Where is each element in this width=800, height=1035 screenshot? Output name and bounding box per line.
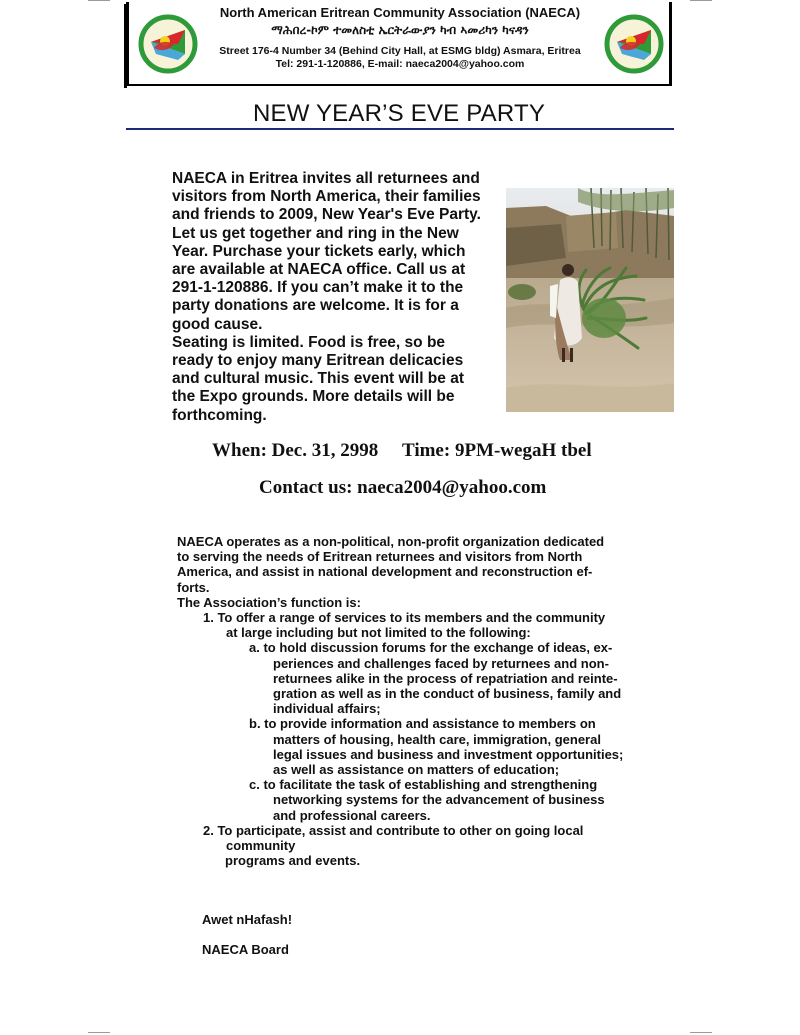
- intro-line: forthcoming.: [172, 406, 267, 424]
- intro-line: NAECA in Eritrea invites all returnees and: [172, 170, 480, 187]
- org-contact: Tel: 291-1-120886, E-mail: naeca2004@yahoo.com: [275, 58, 525, 70]
- about-line: NAECA operates as a non-political, non-profit organization dedicated: [177, 534, 605, 549]
- photo-woman-carrying-plants: [506, 188, 674, 412]
- event-contact: Contact us: naeca2004@yahoo.com: [259, 477, 547, 498]
- title-rule: [126, 128, 674, 130]
- about-line: forts.: [177, 579, 210, 595]
- intro-line: 291-1-120886. If you can’t make it to the: [172, 279, 464, 297]
- intro-line: and cultural music. This event will be at: [172, 370, 464, 388]
- intro-paragraph: [172, 170, 502, 425]
- function-item-2-cont: community: [226, 838, 296, 854]
- intro-line: party donations are welcome. It is for a: [172, 297, 459, 315]
- intro-line: Seating is limited. Food is free, so be: [172, 333, 446, 351]
- sub-item-b-cont: legal issues and business and investment opportunities;: [273, 746, 624, 762]
- corner-mark-top-right: [690, 0, 712, 1]
- intro-line: Let us get together and ring in the New: [172, 224, 459, 242]
- function-item-1: 1. To offer a range of services to its members and the community: [203, 610, 606, 626]
- corner-mark-bottom-left: [88, 1032, 110, 1033]
- corner-mark-bottom-right: [690, 1032, 712, 1033]
- intro-line: Year. Purchase your tickets early, which: [172, 242, 466, 260]
- sub-item-a-cont: returnees alike in the process of repatriation and reinte-: [273, 670, 618, 686]
- event-when: When: Dec. 31, 2998: [212, 440, 379, 461]
- function-item-1-cont: at large including but not limited to the following:: [226, 625, 531, 641]
- sub-item-a: a. to hold discussion forums for the exchange of ideas, ex-: [249, 640, 613, 656]
- closing-greeting: Awet nHafash!: [202, 912, 293, 927]
- about-line: America, and assist in national development and reconstruction ef-: [177, 564, 593, 580]
- org-name: North American Eritrean Community Association (NAECA): [219, 5, 581, 20]
- about-section: [177, 534, 647, 868]
- event-time: Time: 9PM-wegaH tbel: [402, 440, 592, 461]
- sub-item-b: b. to provide information and assistance to members on: [249, 716, 596, 732]
- intro-line: ready to enjoy many Eritrean delicacies: [172, 352, 464, 370]
- function-item-2-cont: programs and events.: [225, 853, 361, 869]
- intro-line: the Expo grounds. More details will be: [172, 388, 455, 406]
- sub-item-a-cont: gration as well as in the conduct of business, family and: [273, 686, 622, 702]
- intro-line: visitors from North America, their families: [172, 188, 481, 206]
- sub-item-c: c. to facilitate the task of establishing and strengthening: [249, 777, 598, 793]
- function-item-2: 2. To participate, assist and contribute to other on going local: [203, 822, 584, 838]
- closing-signature: NAECA Board: [202, 942, 289, 957]
- sub-item-c-cont: networking systems for the advancement of business: [273, 792, 605, 808]
- function-heading: The Association’s function is:: [177, 594, 361, 610]
- sub-item-a-cont: individual affairs;: [273, 701, 381, 717]
- intro-line: and friends to 2009, New Year's Eve Party.: [172, 206, 481, 224]
- sub-item-a-cont: periences and challenges faced by returnees and non-: [273, 655, 609, 671]
- intro-line: good cause.: [172, 315, 263, 333]
- intro-line: are available at NAECA office. Call us at: [172, 261, 466, 279]
- corner-mark-top-left: [88, 0, 110, 1]
- sub-item-b-cont: matters of housing, health care, immigration, general: [273, 731, 601, 747]
- org-name-tigrinya: ማሕበረ-ኮም ተመለስቲ ኤርትራውያን ካብ ኣመሪካን ካናዳን: [271, 23, 529, 37]
- about-line: to serving the needs of Eritrean returnees and visitors from North: [177, 549, 583, 565]
- page-title: NEW YEAR’S EVE PARTY: [252, 100, 546, 127]
- sub-item-c-cont: and professional careers.: [273, 807, 431, 823]
- sub-item-b-cont: as well as assistance on matters of education;: [273, 762, 560, 778]
- org-address: Street 176-4 Number 34 (Behind City Hall, at ESMG bldg) Asmara, Eritrea: [219, 45, 581, 57]
